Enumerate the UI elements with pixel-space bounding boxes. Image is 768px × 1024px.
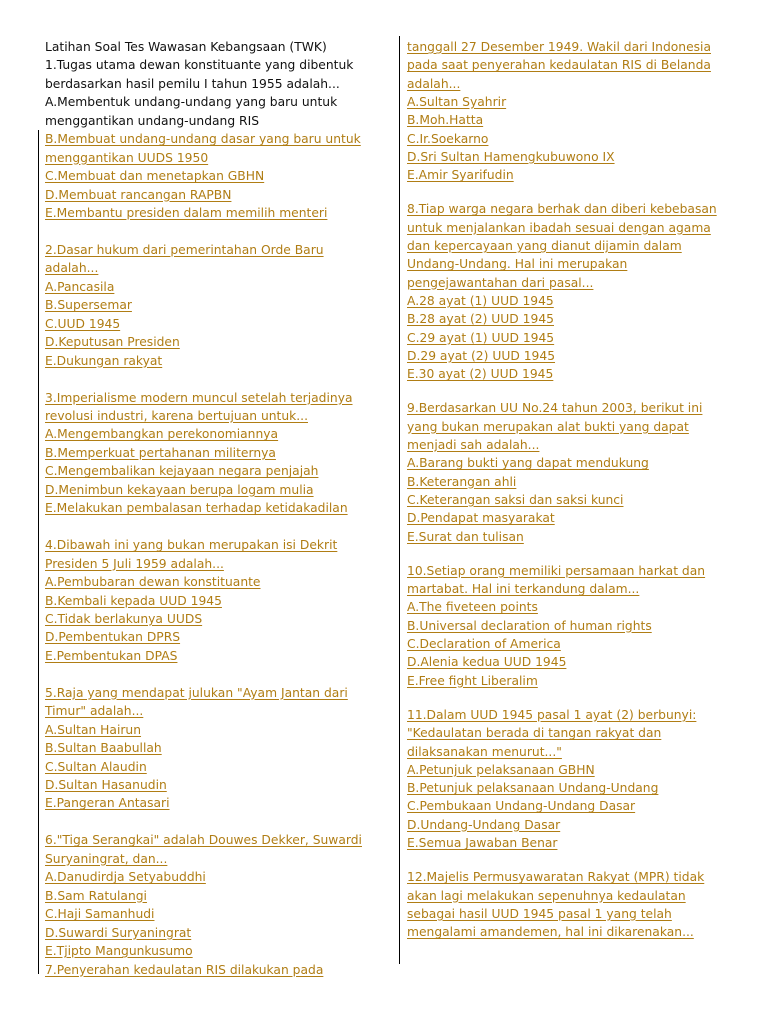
question-link-line[interactable]: D.Menimbun kekayaan berupa logam mulia [45,482,314,497]
question-link-line[interactable]: D.Keputusan Presiden [45,335,180,350]
question-link-line[interactable]: C.Declaration of America [407,637,561,651]
question-link-line[interactable]: 7.Penyerahan kedaulatan RIS dilakukan pada [45,962,324,977]
question-link-line[interactable]: dilaksanakan menurut..." [407,744,562,759]
document-text-line: 1.Tugas utama dewan konstituante yang dibentuk [45,58,354,73]
question-link-line[interactable]: E.Dukungan rakyat [45,353,163,368]
question-link-line[interactable]: B.Kembali kepada UUD 1945 [45,593,222,608]
question-link-line[interactable]: tanggall 27 Desember 1949. Wakil dari Indonesia [407,40,711,54]
question-link-line[interactable]: E.Free fight Liberalim [407,673,538,688]
question-link-line[interactable]: E.Pangeran Antasari [45,796,170,811]
question-link-line[interactable]: E.Surat dan tulisan [407,529,524,544]
question-link-line[interactable]: D.29 ayat (2) UUD 1945 [407,348,556,363]
question-link-line[interactable]: 11.Dalam UUD 1945 pasal 1 ayat (2) berbunyi: [407,707,697,722]
question-link-line[interactable]: A.Barang bukti yang dapat mendukung [407,456,649,471]
question-link-line[interactable]: A.Sultan Syahrir [407,94,507,109]
question-link-line[interactable]: 6."Tiga Serangkai" adalah Douwes Dekker, Suwardi [45,833,362,848]
question-link-line[interactable]: D.Membuat rancangan RAPBN [45,187,232,202]
question-link-line[interactable]: A.Pancasila [45,279,115,294]
question-link-line[interactable]: Timur" adalah... [45,704,144,719]
question-link-line[interactable]: A.Mengembangkan perekonomiannya [45,427,279,442]
question-link-line[interactable]: B.Petunjuk pelaksanaan Undang-Undang [407,781,659,796]
question-link-line[interactable]: adalah... [407,76,461,91]
question-link-line[interactable]: 2.Dasar hukum dari pemerintahan Orde Baru [45,242,324,257]
question-link-line[interactable]: E.30 ayat (2) UUD 1945 [407,367,554,382]
question-link-line[interactable]: B.28 ayat (2) UUD 1945 [407,312,554,327]
question-link-line[interactable]: E.Melakukan pembalasan terhadap ketidakadilan [45,501,348,516]
question-link-line[interactable]: sebagai hasil UUD 1945 pasal 1 yang telah [407,906,672,921]
question-link-line[interactable]: C.Haji Samanhudi [45,907,155,922]
question-link-line[interactable]: B.Sultan Baabullah [45,741,162,756]
question-link-line[interactable]: B.Memperkuat pertahanan militernya [45,445,276,460]
question-link-line[interactable]: 8.Tiap warga negara berhak dan diberi kebebasan [407,202,717,217]
document-text-line: A.Membentuk undang-undang yang baru untuk [45,95,338,110]
question-link-line[interactable]: A.Danudirdja Setyabuddhi [45,870,206,885]
question-link-line[interactable]: D.Sultan Hasanudin [45,778,167,792]
question-link-line[interactable]: B.Membuat undang-undang dasar yang baru untuk [45,132,361,147]
question-link-line[interactable]: D.Pembentukan DPRS [45,630,181,645]
question-link-line[interactable]: C.Membuat dan menetapkan GBHN [45,169,265,184]
question-link-line[interactable]: C.Keterangan saksi dan saksi kunci [407,492,624,507]
question-link-line[interactable]: D.Suwardi Suryaningrat [45,925,192,940]
question-link-line[interactable]: 9.Berdasarkan UU No.24 tahun 2003, berikut ini [407,401,703,416]
question-link-line[interactable]: Suryaningrat, dan... [45,851,168,866]
question-link-line[interactable]: pada saat penyerahan kedaulatan RIS di Belanda [407,58,711,73]
question-link-line[interactable]: D.Sri Sultan Hamengkubuwono IX [407,149,615,164]
question-link-line[interactable]: martabat. Hal ini terkandung dalam... [407,582,640,597]
question-link-line[interactable]: A.Sultan Hairun [45,722,142,737]
question-link-line[interactable]: Undang-Undang. Hal ini merupakan [407,257,628,272]
document-text-line: Latihan Soal Tes Wawasan Kebangsaan (TWK) [45,40,327,54]
question-link-line[interactable]: B.Moh.Hatta [407,113,484,128]
question-link-line[interactable]: revolusi industri, karena bertujuan untuk... [45,409,308,423]
question-link-line[interactable]: E.Amir Syarifudin [407,168,514,183]
question-link-line[interactable]: C.UUD 1945 [45,316,121,331]
question-link-line[interactable]: B.Universal declaration of human rights [407,618,652,633]
question-link-line[interactable]: 4.Dibawah ini yang bukan merupakan isi Dekrit [45,538,338,553]
question-link-line[interactable]: C.Mengembalikan kejayaan negara penjajah [45,464,319,479]
question-link-line[interactable]: A.28 ayat (1) UUD 1945 [407,293,554,308]
question-link-line[interactable]: C.Sultan Alaudin [45,759,147,774]
question-link-line[interactable]: mengalami amandemen, hal ini dikarenakan... [407,925,694,940]
question-link-line[interactable]: E.Tjipto Mangunkusumo [45,944,193,959]
question-link-line[interactable]: D.Pendapat masyarakat [407,511,555,526]
question-link-line[interactable]: menggantikan UUDS 1950 [45,150,209,165]
question-link-line[interactable]: yang bukan merupakan alat bukti yang dapat [407,419,689,434]
document-text-line: menggantikan undang-undang RIS [45,113,260,128]
question-link-line[interactable]: 3.Imperialisme modern muncul setelah terjadinya [45,390,353,405]
question-link-line[interactable]: 5.Raja yang mendapat julukan "Ayam Jantan dari [45,685,348,700]
question-link-line[interactable]: C.Pembukaan Undang-Undang Dasar [407,799,636,814]
question-link-line[interactable]: E.Pembentukan DPAS [45,648,178,663]
question-link-line[interactable]: D.Undang-Undang Dasar [407,817,561,832]
question-link-line[interactable]: A.Pembubaran dewan konstituante [45,575,261,590]
question-link-line[interactable]: untuk menjalankan ibadah sesuai dengan agama [407,220,711,235]
question-link-line[interactable]: 12.Majelis Permusyawaratan Rakyat (MPR) tidak [407,870,705,885]
question-link-line[interactable]: dan kepercayaan yang dianut dijamin dalam [407,239,682,253]
document-text-line: berdasarkan hasil pemilu I tahun 1955 adalah... [45,76,340,91]
question-link-line[interactable]: menjadi sah adalah... [407,438,540,452]
question-link-line[interactable]: "Kedaulatan berada di tangan rakyat dan [407,726,662,741]
question-link-line[interactable]: B.Supersemar [45,298,132,313]
right-column-rule [399,36,400,964]
question-link-line[interactable]: C.29 ayat (1) UUD 1945 [407,330,555,345]
question-link-line[interactable]: akan lagi melakukan sepenuhnya kedaulatan [407,888,686,903]
question-link-line[interactable]: A.The fiveteen points [407,600,538,615]
question-link-line[interactable]: pengejawantahan dari pasal... [407,275,594,290]
question-link-line[interactable]: adalah... [45,261,99,276]
question-link-line[interactable]: A.Petunjuk pelaksanaan GBHN [407,762,595,777]
question-link-line[interactable]: E.Membantu presiden dalam memilih menteri [45,206,328,221]
question-link-line[interactable]: B.Sam Ratulangi [45,888,147,903]
question-link-line[interactable]: D.Alenia kedua UUD 1945 [407,655,567,670]
left-column-rule [38,130,39,974]
question-link-line[interactable]: 10.Setiap orang memiliki persamaan harkat dan [407,563,706,578]
question-link-line[interactable]: E.Semua Jawaban Benar [407,836,558,850]
question-link-line[interactable]: B.Keterangan ahli [407,474,517,489]
question-link-line[interactable]: C.Tidak berlakunya UUDS [45,611,203,626]
question-link-line[interactable]: Presiden 5 Juli 1959 adalah... [45,556,224,571]
question-link-line[interactable]: C.Ir.Soekarno [407,131,489,146]
